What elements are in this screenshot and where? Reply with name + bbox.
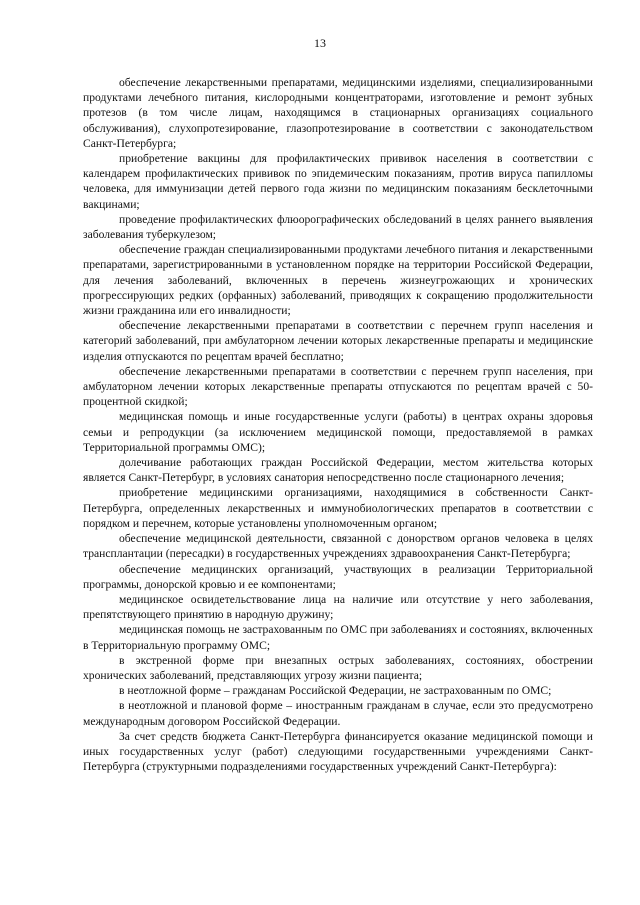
paragraph-free-prescriptions: обеспечение лекарственными препаратами в соответствии с перечнем групп населения и категорий заболеваний, при амбулаторном лечении которых лекарственные препараты и медицинские изделия отпускаются по рецептам врачей бесплатно; — [83, 319, 593, 363]
paragraph-drug-provision: обеспечение лекарственными препаратами, медицинскими изделиями, специализированными продуктами лечебного питания, кислородными концентраторами, изготовление и ремонт зубных протезов (в том числе лицам, находящимся в стационарных организациях социального обслуживания), слухопротезирование, глазопротезирование в соответствии с законодательством Санкт-Петербурга; — [83, 76, 593, 150]
paragraph-immunobiological-drugs: приобретение медицинскими организациями, находящимися в собственности Санкт-Петербурга, определенных лекарственных и иммунобиологических препаратов в соответствии с порядком и перечнем, которые установлены уполномоченным органом; — [83, 486, 593, 530]
paragraph-organ-donation: обеспечение медицинской деятельности, связанной с донорством органов человека в целях трансплантации (пересадки) в государственных учреждениях здравоохранения Санкт-Петербурга; — [83, 532, 593, 561]
paragraph-discount-prescriptions: обеспечение лекарственными препаратами в соответствии с перечнем групп населения, при амбулаторном лечении которых лекарственные препараты отпускаются по рецептам врачей с 50-процентной скидкой; — [83, 364, 593, 409]
paragraph-foreign-citizens: в неотложной и плановой форме – иностранным гражданам в случае, если это предусмотрено международным договором Российской Федерации. — [83, 699, 593, 728]
paragraph-vaccines: приобретение вакцины для профилактических прививок населения в соответствии с календарем профилактических прививок по эпидемическим показаниям, против вируса папилломы человека, для иммунизации детей первого года жизни по медицинским показаниям бесклеточными вакцинами; — [83, 152, 593, 211]
paragraph-uninsured-care: медицинская помощь не застрахованным по ОМС при заболеваниях и состояниях, включенных в Территориальную программу ОМС; — [83, 623, 593, 652]
paragraph-family-health-centers: медицинская помощь и иные государственные услуги (работы) в центрах охраны здоровья семьи и репродукции (за исключением медицинской помощи, предоставляемой в рамках Территориальной программы ОМС); — [83, 410, 593, 454]
paragraph-orphan-diseases: обеспечение граждан специализированными продуктами лечебного питания и лекарственными препаратами, зарегистрированными в установленном порядке на территории Российской Федерации, для лечения заболеваний, включенных в перечень жизнеугрожающих и хронических прогрессирующих редких (орфанных) заболеваний, приводящих к сокращению продолжительности жизни гражданина или его инвалидности; — [83, 243, 593, 318]
paragraph-fluorography: проведение профилактических флюорографических обследований в целях раннего выявления заболевания туберкулезом; — [83, 212, 593, 242]
page-number: 13 — [314, 36, 326, 50]
paragraph-sanatorium-aftercare: долечивание работающих граждан Российской Федерации, местом жительства которых является Санкт-Петербург, в условиях санатория непосредственно после стационарного лечения; — [83, 456, 593, 485]
paragraph-donor-blood: обеспечение медицинских организаций, участвующих в реализации Территориальной программы, донорской кровью и ее компонентами; — [83, 562, 593, 591]
paragraph-urgent-form-citizens: в неотложной форме – гражданам Российской Федерации, не застрахованным по ОМС; — [119, 684, 552, 698]
paragraph-people-guard-exam: медицинское освидетельствование лица на наличие или отсутствие у него заболевания, препятствующего принятию в народную дружину; — [83, 592, 593, 622]
paragraph-emergency-form: в экстренной форме при внезапных острых заболеваниях, состояниях, обострении хронических заболеваний, представляющих угрозу жизни пациента; — [83, 653, 593, 682]
document-body — [83, 75, 593, 774]
paragraph-budget-financing: За счет средств бюджета Санкт-Петербурга финансируется оказание медицинской помощи и иных государственных услуг (работ) следующими государственными учреждениями Санкт-Петербурга (структурными подразделениями государственных учреждений Санкт-Петербурга): — [83, 729, 593, 774]
